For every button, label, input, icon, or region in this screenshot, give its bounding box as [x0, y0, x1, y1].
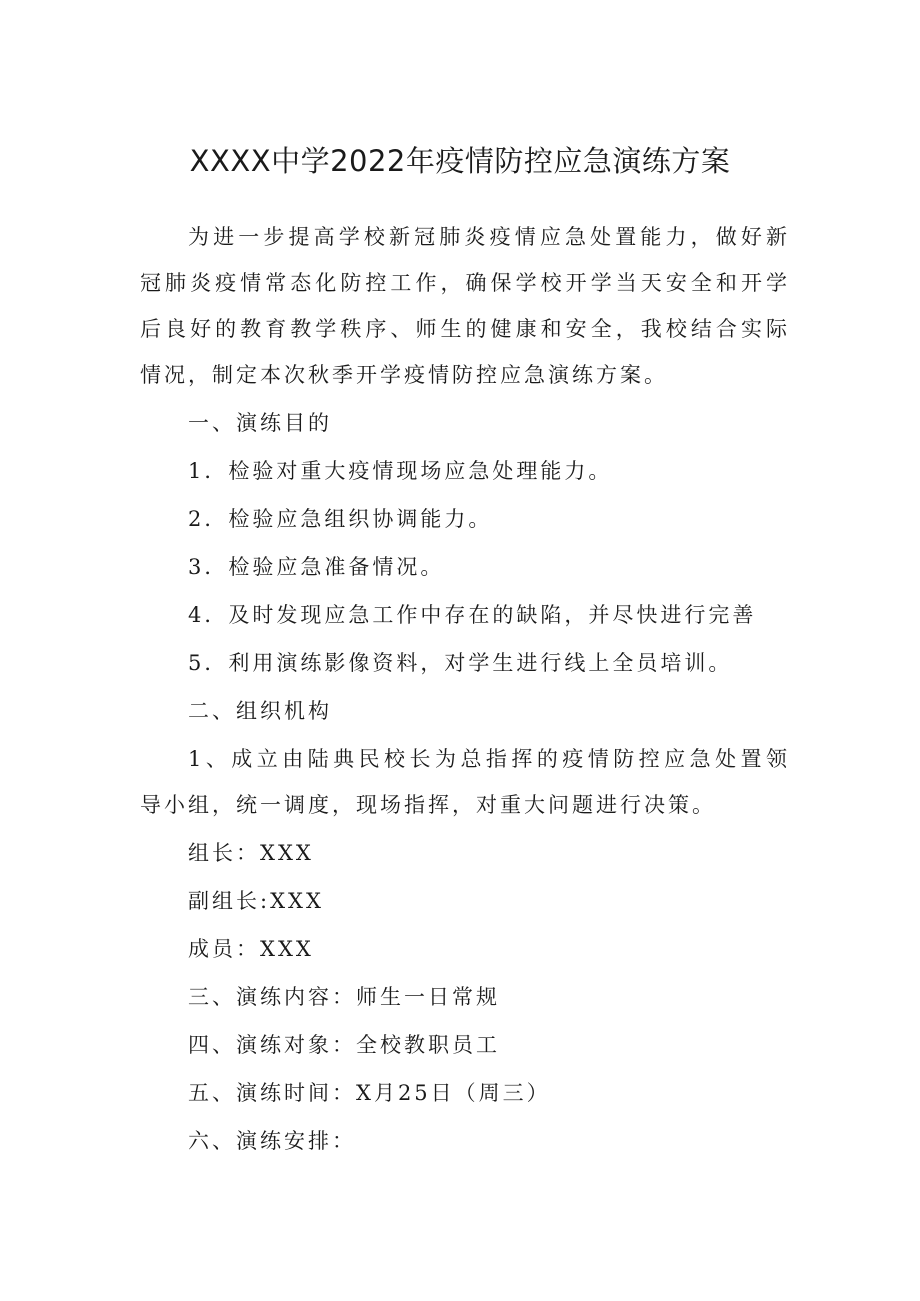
intro-paragraph: 为进一步提高学校新冠肺炎疫情应急处置能力，做好新 冠肺炎疫情常态化防控工作，确保学校开学当天安全和开学 后良好的教育教学秩序、师生的健康和安全，我校结合实际 情况，制定本次秋季开学疫情防控应急演练方案。	[140, 225, 790, 387]
section-heading-organization: 二、组织机构	[188, 699, 332, 723]
section-drill-arrangement: 六、演练安排：	[188, 1129, 356, 1153]
section-drill-time: 五、演练时间：X月25日（周三）	[188, 1081, 551, 1105]
document-title: XXXX中学2022年疫情防控应急演练方案	[189, 144, 731, 178]
section-drill-content: 三、演练内容：师生一日常规	[188, 985, 500, 1009]
section-heading-purpose: 一、演练目的	[188, 411, 332, 435]
purpose-item-2: 2．检验应急组织协调能力。	[188, 507, 493, 531]
purpose-item-4: 4．及时发现应急工作中存在的缺陷，并尽快进行完善	[188, 603, 757, 627]
organization-members: 成员：XXX	[188, 937, 314, 961]
purpose-item-1: 1．检验对重大疫情现场应急处理能力。	[188, 459, 613, 483]
organization-deputy: 副组长:XXX	[188, 889, 324, 913]
organization-paragraph: 1、成立由陆典民校长为总指挥的疫情防控应急处置领 导小组，统一调度，现场指挥，对重大问题进行决策。	[140, 747, 790, 817]
purpose-item-3: 3．检验应急准备情况。	[188, 555, 445, 579]
section-drill-target: 四、演练对象：全校教职员工	[188, 1033, 500, 1057]
organization-leader: 组长：XXX	[188, 841, 314, 865]
purpose-item-5: 5．利用演练影像资料，对学生进行线上全员培训。	[188, 651, 733, 675]
document-body	[140, 214, 790, 1166]
